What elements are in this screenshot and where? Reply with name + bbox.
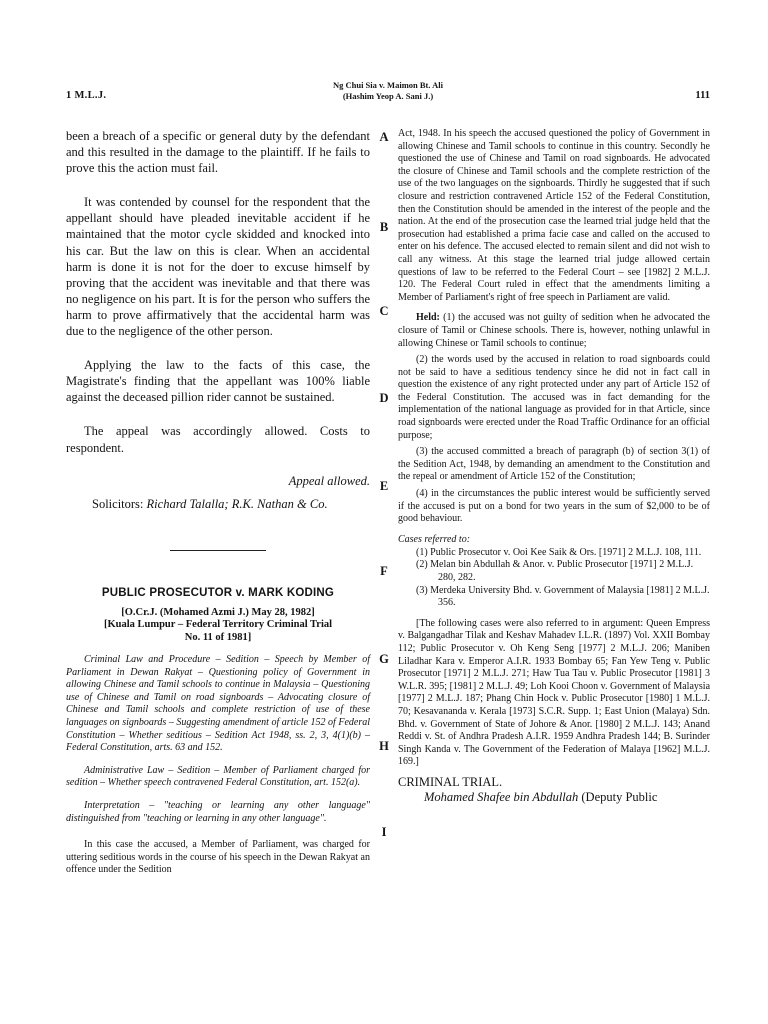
case-meta (66, 607, 370, 645)
judgment-paragraph: The appeal was accordingly allowed. Costs to respondent. (66, 424, 370, 455)
judgment-paragraph: Applying the law to the facts of this case, the Magistrate's finding that the appellant was 100% liable against the deceased pillion rider cannot be sustained. (66, 358, 370, 405)
margin-letter: A (379, 130, 389, 144)
held-label: Held: (416, 312, 440, 324)
margin-letter: H (379, 739, 389, 753)
page-number: 111 (695, 90, 710, 101)
margin-letter: D (379, 391, 389, 405)
argument-cases: [The following cases were also referred to in argument: Queen Empress v. Balgangadhar Tilak and Keshav Mahadev I.L.R. (1897) Vol. XXII Bombay 112; Public Prosecutor v. Oh Keng Seng [1977] 2 M.L.J. 206; Maniben Liladhar Kara v. Emperor A.I.R. 1933 Bombay 65; Fan Yew Teng v. Public Prosecutor [1971] 2 M.L.J. 271; Haw Tua Tau v. Public Prosecutor [1981] 3 W.L.R. 395; [1981] 2 M.L.J. 49; Loh Kooi Choon v. Government of Malaysia [1977] 2 M.L.J. 187; Phang Chin Hock v. Public Prosecutor [1980] 1 M.L.J. 70; Kesavananda v. Kerala [1973] S.C.R. Supp. 1; East Union (Malaya) Sdn. Bhd. v. Government of State of Johore & Anor. [1980] 2 M.L.J. 143; Anand Reddi v. St. of Andhra Pradesh A.I.R. 1959 Andhra Pradesh 144; B. Surinder Singh Kanda v. The Government of the Federation of Malaya [1962] M.L.J. 169.] (398, 617, 711, 768)
solicitors-names: Richard Talalla; R.K. Nathan & Co. (146, 496, 328, 511)
solicitors-label: Solicitors: (92, 496, 147, 511)
counsel-line (398, 790, 710, 805)
case-intro: In this case the accused, a Member of Parliament, was charged for uttering seditious words in the course of his speech in the Dewan Rakyat an offence under the Sedition (66, 839, 370, 876)
list-item: (2) Melan bin Abdullah & Anor. v. Public Prosecutor [1971] 2 M.L.J. 280, 282. (416, 559, 694, 583)
right-column (398, 128, 710, 805)
journal-citation: 1 M.L.J. (66, 90, 107, 101)
case-title: PUBLIC PROSECUTOR v. MARK KODING (101, 586, 335, 599)
margin-letter: B (379, 220, 389, 234)
catchwords-criminal-law: Criminal Law and Procedure – Sedition – Speech by Member of Parliament in Dewan Rakyat – Questioning policy of Government in allowing Chinese and Tamil schools to continue in Malaysia – Questioning use of Chinese and Tamil on road signboards – Advocating closure of Chinese and Tamil schools and complete restriction of use of these languages on signboards – Suggesting amendment of article 152 of Federal Constitution – Whether seditious – Sedition Act 1948, ss. 2, 3, 4(1)(b) – Federal Constitution, arts. 63 and 152. (66, 654, 370, 754)
margin-letters (374, 0, 394, 1024)
case-intro-continued: Act, 1948. In his speech the accused questioned the policy of Government in allowing Chinese and Tamil schools to continue in this country. Secondly he questioned the use of Chinese and Tamil on road signboards. He advocated the closure of Chinese and Tamil schools and the complete restriction of the use of the two languages on the signboards. Thirdly he suggested that if such closure and restriction contravened Article 152 of the Federal Constitution, then the Constitution should be amended in the interest of the people and the nation. At the end of the prosecution case the learned trial judge held that the prosecution had established a prima facie case and called on the accused to enter on his defence. The accused elected to remain silent and did not wish to call any witness. At this stage the learned trial judge allowed certain questions of law to be referred to the Federal Court – see [1982] 2 M.L.J. 120. The Federal Court ruled in effect that the amendments limiting a Member of Parliament's right of free speech in Parliament are valid. (398, 128, 710, 303)
header-case-line-1: Ng Chui Sia v. Maimon Bt. Ali (332, 80, 444, 90)
solicitors-line (66, 497, 370, 512)
section-divider (170, 550, 266, 551)
catchwords-administrative-law: Administrative Law – Sedition – Member of Parliament charged for sedition – Whether speech contravened Federal Constitution, art. 152(a). (66, 764, 370, 789)
appeal-allowed: Appeal allowed. (288, 473, 370, 488)
margin-letter: G (379, 652, 389, 666)
criminal-trial-heading: CRIMINAL TRIAL. (398, 774, 503, 789)
left-column (66, 128, 370, 877)
margin-letter: C (379, 304, 389, 318)
case-meta-line-1: [O.Cr.J. (Mohamed Azmi J.) May 28, 1982] (121, 606, 315, 618)
header-case-line-2: (Hashim Yeop A. Sani J.) (342, 91, 434, 101)
case-meta-line-3: No. 11 of 1981] (184, 631, 252, 643)
held-point-1 (398, 312, 710, 350)
held-text-1: (1) the accused was not guilty of sedition when he advocated the closure of Tamil or Chinese schools. There is, however, nothing unlawful in allowing Chinese or Tamil schools to continue; (398, 312, 710, 349)
cases-referred-list (398, 547, 710, 610)
held-point-3: (3) the accused committed a breach of paragraph (b) of section 3(1) of the Sedition Act, 1948, by demanding an amendment to the Constitution and the repeal or amendment of Article 152 of the Constitution; (398, 446, 710, 483)
margin-letter: E (379, 479, 389, 493)
held-point-2: (2) the words used by the accused in relation to road signboards could not be said to have a seditious tendency since he did not in fact call in question the existence of any right protected under any part of Article 152 of the Federal Constitution. The accused was in fact demanding for the implementation of the national language as provided for in that Article, since road signboards were erected under the Road Traffic Ordinance for an official purpose; (398, 354, 710, 441)
cases-referred-label: Cases referred to: (398, 533, 471, 545)
judgment-paragraph: It was contended by counsel for the respondent that the appellant should have pleaded inevitable accident if he maintained that the motor cycle skidded and knocked into his car. But the law on this is clear. When an accidental harm is done it is not for the doer to excuse himself by proving that the accident was inevitable and that there was no negligence on his part. It is for the person who suffers the harm to prove affirmatively that the accidental harm was due to the negligence of the other person. (66, 195, 370, 339)
counsel-role: (Deputy Public (578, 789, 658, 804)
list-item: (1) Public Prosecutor v. Ooi Kee Saik & Ors. [1971] 2 M.L.J. 108, 111. (416, 546, 702, 558)
counsel-name: Mohamed Shafee bin Abdullah (424, 789, 579, 804)
margin-letter: F (380, 564, 388, 578)
case-meta-line-2: [Kuala Lumpur – Federal Territory Criminal Trial (103, 619, 333, 631)
catchwords-interpretation: Interpretation – "teaching or learning any other language" distinguished from "teaching or learning in any other language". (66, 800, 370, 824)
judgment-paragraph: been a breach of a specific or general duty by the defendant and this resulted in the damage to the plaintiff. If he fails to prove this the action must fail. (66, 129, 370, 176)
held-point-4: (4) in the circumstances the public interest would be sufficiently served if the accused is put on a bond for two years in the sum of $2,000 to be of good behaviour. (398, 488, 710, 525)
margin-letter: I (381, 825, 387, 839)
list-item: (3) Merdeka University Bhd. v. Government of Malaysia [1981] 2 M.L.J. 356. (416, 584, 710, 609)
